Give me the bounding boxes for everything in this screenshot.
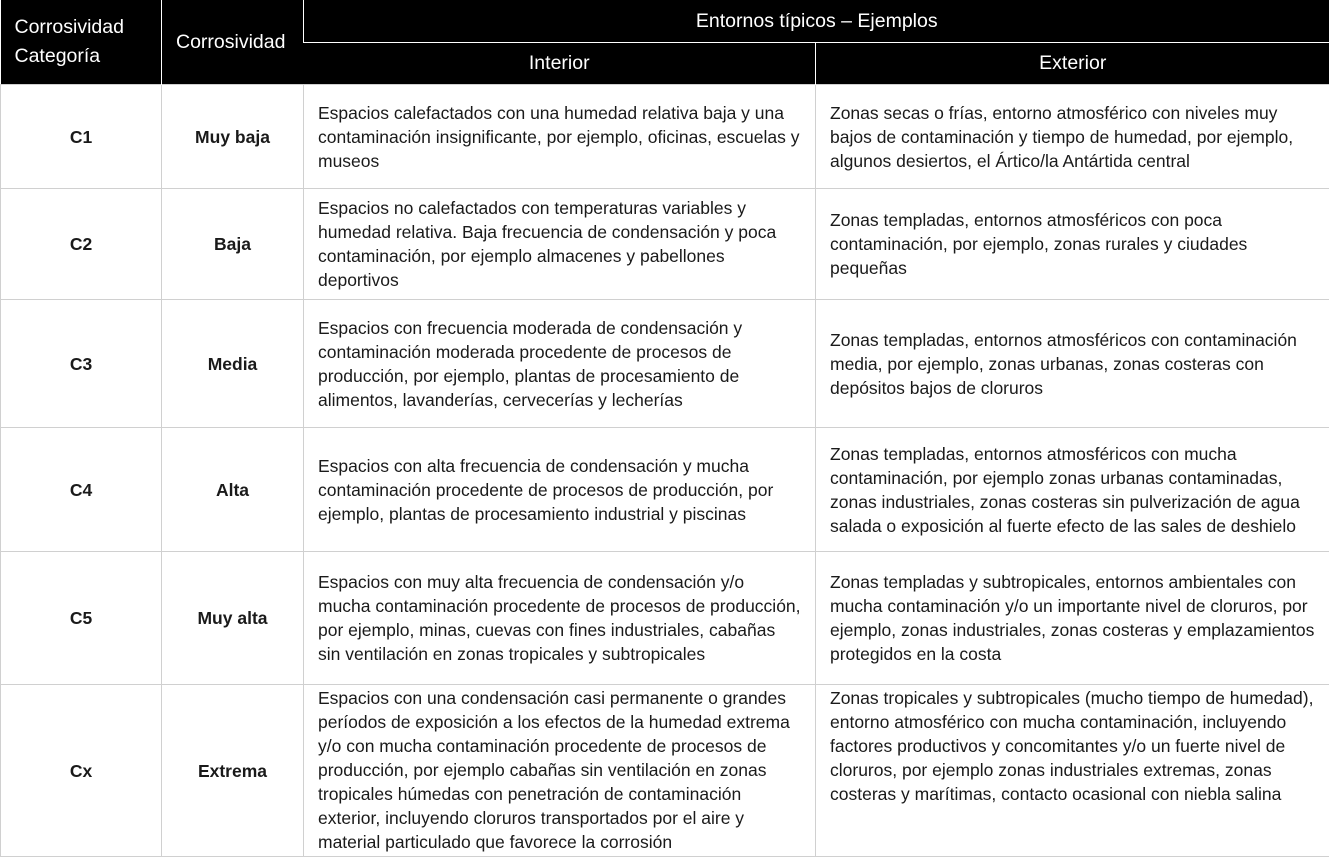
header-environments-group: Entornos típicos – Ejemplos — [304, 0, 1329, 43]
category-code: C1 — [1, 85, 162, 189]
exterior-description: Zonas templadas, entornos atmosféricos con mucha contaminación, por ejemplo zonas urbanas contaminadas, zonas industriales, zonas costeras sin pulverización de agua salada o exposición al fuerte efecto de las sales de deshielo — [816, 428, 1329, 552]
exterior-description: Zonas secas o frías, entorno atmosférico con niveles muy bajos de contaminación y tiempo de humedad, por ejemplo, algunos desiertos, el Ártico/la Antártida central — [816, 85, 1329, 189]
table-row — [1, 552, 1329, 685]
category-code: C2 — [1, 189, 162, 300]
corrosivity-level: Alta — [162, 428, 304, 552]
table-row — [1, 300, 1329, 428]
category-code: C3 — [1, 300, 162, 428]
exterior-description: Zonas templadas, entornos atmosféricos con poca contaminación, por ejemplo, zonas rurales y ciudades pequeñas — [816, 189, 1329, 300]
interior-description: Espacios con una condensación casi permanente o grandes períodos de exposición a los efectos de la humedad extrema y/o con mucha contaminación procedente de procesos de producción, por ejemplo cabañas sin ventilación en zonas tropicales húmedas con penetración de contaminación exterior, incluyendo cloruros transportados por el aire y material particulado que favorece la corrosión — [304, 685, 816, 857]
corrosivity-level: Baja — [162, 189, 304, 300]
corrosivity-level: Media — [162, 300, 304, 428]
interior-description: Espacios no calefactados con temperaturas variables y humedad relativa. Baja frecuencia de condensación y poca contaminación, por ejemplo almacenes y pabellones deportivos — [304, 189, 816, 300]
interior-description: Espacios calefactados con una humedad relativa baja y una contaminación insignificante, por ejemplo, oficinas, escuelas y museos — [304, 85, 816, 189]
header-exterior: Exterior — [816, 43, 1329, 85]
header-corrosivity: Corrosividad — [162, 0, 304, 85]
table-body — [1, 85, 1329, 857]
table-row — [1, 189, 1329, 300]
corrosivity-level: Muy baja — [162, 85, 304, 189]
interior-description: Espacios con alta frecuencia de condensación y mucha contaminación procedente de procesos de producción, por ejemplo, plantas de procesamiento industrial y piscinas — [304, 428, 816, 552]
header-category-line1: Corrosividad — [14, 16, 124, 38]
table-row — [1, 428, 1329, 552]
exterior-description: Zonas tropicales y subtropicales (mucho tiempo de humedad), entorno atmosférico con mucha contaminación, incluyendo factores productivos y concomitantes y/o un fuerte nivel de cloruros, por ejemplo zonas industriales extremas, zonas costeras y marítimas, contacto ocasional con niebla salina — [816, 685, 1329, 857]
interior-description: Espacios con frecuencia moderada de condensación y contaminación moderada procedente de procesos de producción, por ejemplo, plantas de procesamiento de alimentos, lavanderías, cervecerías y lecherías — [304, 300, 816, 428]
header-category-line2: Categoría — [14, 45, 101, 67]
category-code: C4 — [1, 428, 162, 552]
table-header — [1, 0, 1329, 85]
table-row — [1, 85, 1329, 189]
corrosivity-level: Extrema — [162, 685, 304, 857]
exterior-description: Zonas templadas, entornos atmosféricos con contaminación media, por ejemplo, zonas urbanas, zonas costeras con depósitos bajos de cloruros — [816, 300, 1329, 428]
header-interior: Interior — [304, 43, 816, 85]
exterior-description: Zonas templadas y subtropicales, entornos ambientales con mucha contaminación y/o un importante nivel de cloruros, por ejemplo, zonas industriales, zonas costeras y emplazamientos protegidos en la costa — [816, 552, 1329, 685]
table-row — [1, 685, 1329, 857]
interior-description: Espacios con muy alta frecuencia de condensación y/o mucha contaminación procedente de procesos de producción, por ejemplo, minas, cuevas con fines industriales, cabañas sin ventilación en zonas tropicales y subtropicales — [304, 552, 816, 685]
header-category — [1, 0, 162, 85]
category-code: Cx — [1, 685, 162, 857]
corrosivity-level: Muy alta — [162, 552, 304, 685]
category-code: C5 — [1, 552, 162, 685]
